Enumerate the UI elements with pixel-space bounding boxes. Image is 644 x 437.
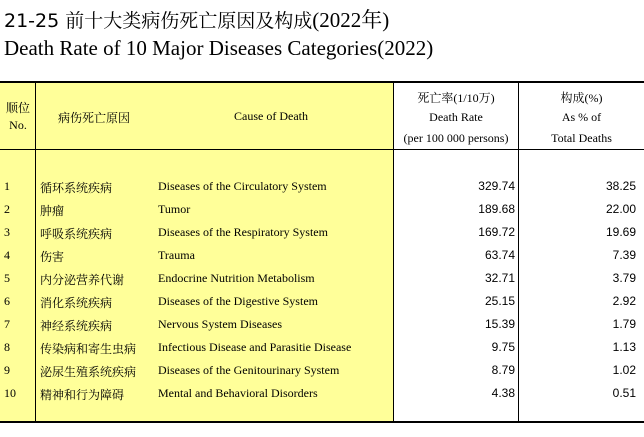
death-rate-table [0,81,644,423]
header-divider [0,149,644,150]
row-rank: 10 [4,386,16,400]
row-percent: 19.69 [605,225,636,239]
row-cause-en: Tumor [158,202,191,216]
header-pct-en: As % of [561,110,602,124]
row-cause-cn: 消化系统疾病 [40,296,113,310]
header-pct-en2: Total Deaths [551,131,612,145]
row-cause-cn: 循环系统疾病 [40,181,113,195]
table-row [0,381,644,404]
table-row [0,335,644,358]
header-no-en: No. [9,118,27,132]
row-cause-en: Infectious Disease and Parasitie Disease [158,340,352,354]
title-cn-year: (2022年) [312,8,390,32]
table-row [0,243,644,266]
row-rank: 1 [4,179,10,193]
row-rank: 2 [4,202,10,216]
row-percent: 1.02 [612,363,636,377]
row-death-rate: 189.68 [478,202,515,216]
table-row [0,197,644,220]
header-no-cn: 顺位 [5,101,30,115]
row-percent: 7.39 [612,248,636,262]
row-cause-cn: 肿瘤 [40,204,65,218]
header-pct-cn: 构成(%) [560,91,603,105]
row-percent: 0.51 [612,386,636,400]
header-rate-en: Death Rate [429,110,483,124]
table-row [0,289,644,312]
row-cause-en: Endocrine Nutrition Metabolism [158,271,315,285]
header-rate-unit: (per 100 000 persons) [403,131,509,145]
row-cause-cn: 呼吸系统疾病 [40,227,113,241]
table-row [0,174,644,197]
row-rank: 6 [4,294,10,308]
row-percent: 38.25 [605,179,636,193]
title-cn-text: 21-25 前十大类病伤死亡原因及构成 [4,10,313,32]
row-death-rate: 4.38 [491,386,515,400]
row-cause-cn: 泌尿生殖系统疾病 [40,365,137,379]
row-percent: 1.13 [612,340,636,354]
row-cause-en: Nervous System Diseases [158,317,282,331]
row-rank: 5 [4,271,10,285]
row-rank: 3 [4,225,10,239]
row-cause-en: Trauma [158,248,195,262]
row-cause-cn: 伤害 [40,250,65,264]
row-cause-en: Mental and Behavioral Disorders [158,386,318,400]
row-rank: 7 [4,317,10,331]
row-percent: 22.00 [605,202,636,216]
row-rank: 8 [4,340,10,354]
row-cause-cn: 神经系统疾病 [40,319,113,333]
page-title-en: Death Rate of 10 Major Diseases Categories(2022) [4,36,434,60]
row-percent: 3.79 [612,271,636,285]
row-cause-en: Diseases of the Genitourinary System [158,363,340,377]
row-death-rate: 25.15 [484,294,515,308]
row-percent: 2.92 [612,294,636,308]
row-cause-en: Diseases of the Respiratory System [158,225,328,239]
row-death-rate: 329.74 [478,179,515,193]
table-row [0,358,644,381]
row-percent: 1.79 [612,317,636,331]
table-row [0,312,644,335]
row-death-rate: 32.71 [484,271,515,285]
row-cause-en: Diseases of the Digestive System [158,294,318,308]
header-cause-en: Cause of Death [234,109,308,123]
row-cause-cn: 精神和行为障碍 [40,388,125,402]
table-row [0,266,644,289]
row-rank: 4 [4,248,10,262]
row-death-rate: 9.75 [491,340,515,354]
row-death-rate: 15.39 [484,317,515,331]
row-death-rate: 8.79 [491,363,515,377]
row-cause-en: Diseases of the Circulatory System [158,179,327,193]
page-title-cn [4,4,389,34]
header-cause-cn: 病伤死亡原因 [58,111,131,125]
table-row [0,220,644,243]
row-cause-cn: 内分泌营养代谢 [40,273,125,287]
row-cause-cn: 传染病和寄生虫病 [40,342,137,356]
row-death-rate: 169.72 [478,225,515,239]
row-death-rate: 63.74 [484,248,515,262]
header-rate-cn: 死亡率(1/10万) [417,91,495,105]
row-rank: 9 [4,363,10,377]
